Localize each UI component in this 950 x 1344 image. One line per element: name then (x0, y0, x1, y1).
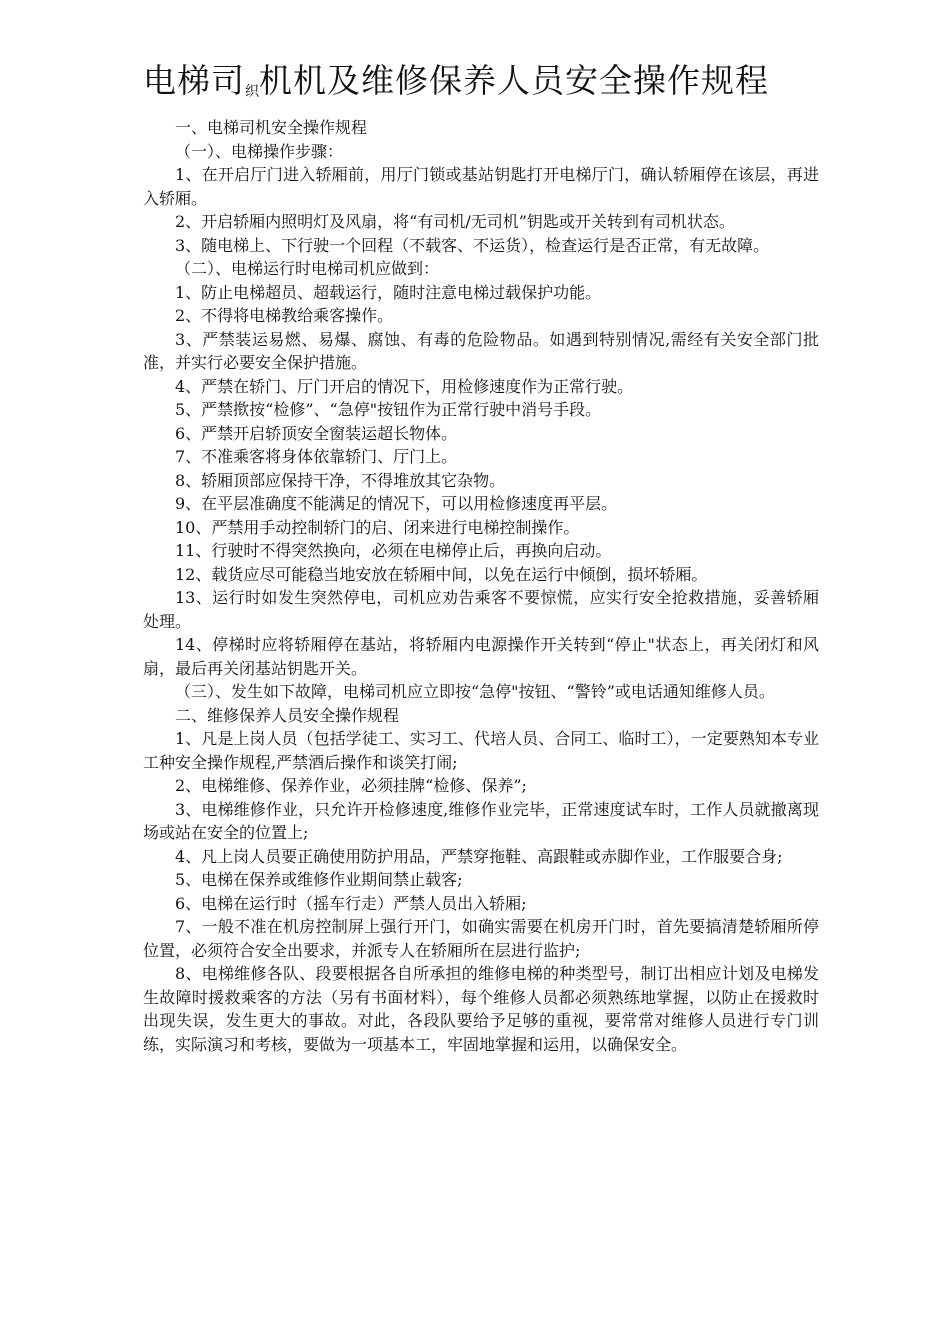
subsection-heading: （二）、电梯运行时电梯司机应做到： (175, 259, 440, 278)
paragraph: 6、电梯在运行时（摇车行走）严禁人员出入轿厢; (175, 893, 527, 913)
paragraph: 2、不得将电梯教给乘客操作。 (175, 306, 394, 325)
document-body (143, 116, 819, 1056)
title-part-2: 机机及维修保养人员安全操作规程 (259, 61, 769, 100)
paragraph: 12、载货应尽可能稳当地安放在轿厢中间，以免在运行中倾倒，损坏轿厢。 (175, 564, 708, 584)
paragraph: 11、行驶时不得突然换向，必须在电梯停止后，再换向启动。 (175, 541, 612, 560)
paragraph: 7、一般不准在机房控制屏上强行开门，如确实需要在机房开门时，首先要搞清楚轿厢所停位置，必须符合安全出要求，并派专人在轿厢所在层进行监护; (143, 917, 819, 960)
paragraph: 13、运行时如发生突然停电，司机应劝告乘客不要惊慌，应实行安全抢救措施，妥善轿厢处理。 (143, 588, 819, 631)
paragraph: 1、凡是上岗人员（包括学徒工、实习工、代培人员、合同工、临时工），一定要熟知本专业工种安全操作规程,严禁酒后操作和谈笑打闹; (143, 729, 819, 772)
paragraph: 10、严禁用手动控制轿门的启、闭来进行电梯控制操作。 (175, 517, 580, 537)
subsection-heading: （一）、电梯操作步骤： (175, 141, 344, 161)
section-heading: 二、维修保养人员安全操作规程 (175, 705, 400, 725)
paragraph: 4、严禁在轿门、厅门开启的情况下，用检修速度作为正常行驶。 (175, 376, 634, 396)
paragraph: 9、在平层准确度不能满足的情况下，可以用检修速度再平层。 (175, 494, 618, 513)
paragraph: 3、电梯维修作业，只允许开检修速度,维修作业完毕，正常速度试车时，工作人员就撤离现场或站在安全的位置上; (143, 799, 819, 842)
title-part-1: 电梯司 (143, 61, 245, 100)
paragraph: 14、停梯时应将轿厢停在基站，将轿厢内电源操作开关转到“停止"状态上，再关闭灯和风扇，最后再关闭基站钥匙开关。 (143, 635, 819, 678)
title-small-char: 织 (245, 84, 259, 100)
paragraph: 3、随电梯上、下行驶一个回程（不载客、不运货），检查运行是否正常，有无故障。 (175, 235, 770, 255)
paragraph: 8、轿厢顶部应保持干净，不得堆放其它杂物。 (175, 470, 506, 490)
subsection-heading: （三）、发生如下故障，电梯司机应立即按“急停"按钮、“警铃”或电话通知维修人员。 (175, 682, 775, 701)
paragraph: 6、严禁开启轿顶安全窗装运超长物体。 (175, 423, 458, 443)
paragraph: 1、在开启厅门进入轿厢前，用厅门锁或基站钥匙打开电梯厅门，确认轿厢停在该层，再进入轿厢。 (143, 165, 819, 208)
paragraph: 4、凡上岗人员要正确使用防护用品，严禁穿拖鞋、高跟鞋或赤脚作业，工作服要合身; (175, 846, 783, 866)
paragraph: 5、电梯在保养或维修作业期间禁止载客; (175, 870, 463, 889)
section-heading: 一、电梯司机安全操作规程 (175, 118, 368, 137)
paragraph: 8、电梯维修各队、段要根据各自所承担的维修电梯的种类型号，制订出相应计划及电梯发生故障时援救乘客的方法（另有书面材料），每个维修人员都必须熟练地掌握，以防止在援救时出现失误，发生更大的事故。对此，各段队要给予足够的重视，要常常对维修人员进行专门训练，实际演习和考核，要做为一项基本工，牢固地掌握和运用，以确保安全。 (143, 964, 819, 1054)
paragraph: 3、严禁装运易燃、易爆、腐蚀、有毒的危险物品。如遇到特别情况,需经有关安全部门批准，并实行必要安全保护措施。 (143, 329, 819, 372)
page-title (143, 58, 843, 115)
paragraph: 5、严禁揿按“检修”、“急停"按钮作为正常行驶中消号手段。 (175, 400, 602, 419)
paragraph: 1、防止电梯超员、超载运行，随时注意电梯过载保护功能。 (175, 282, 602, 302)
paragraph: 7、不准乘客将身体依靠轿门、厅门上。 (175, 447, 458, 466)
paragraph: 2、电梯维修、保养作业，必须挂牌“检修、保养”; (175, 776, 527, 795)
paragraph: 2、开启轿厢内照明灯及风扇，将“有司机/无司机”钥匙或开关转到有司机状态。 (175, 212, 735, 231)
